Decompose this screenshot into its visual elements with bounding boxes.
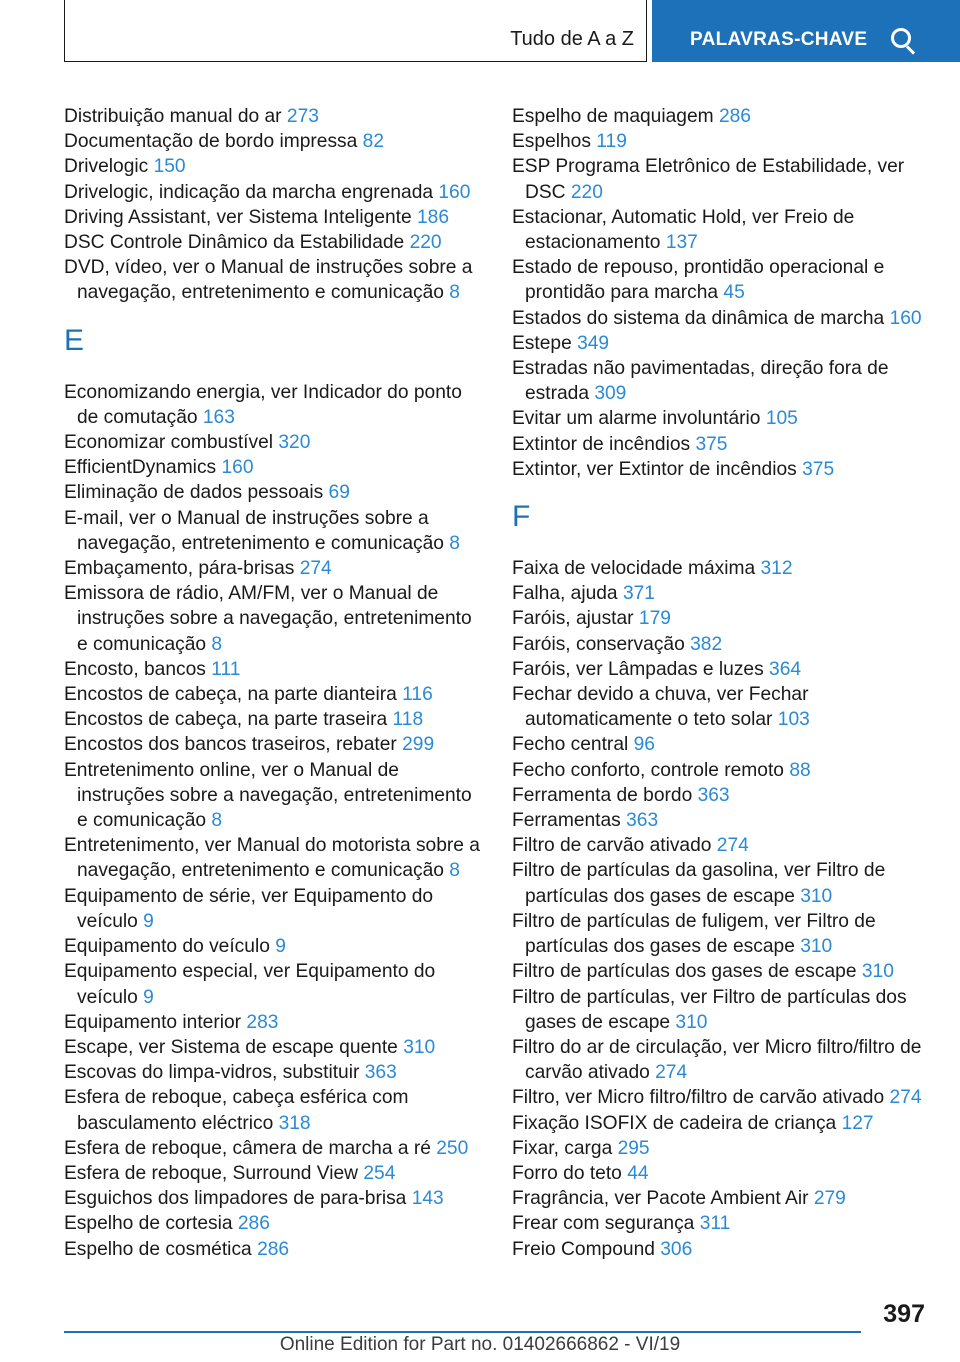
entry-page-link[interactable]: 363 [364, 1062, 397, 1084]
chapter-title: Tudo de A a Z [510, 28, 634, 50]
index-entry [64, 1136, 482, 1161]
entry-page-link[interactable]: 274 [299, 558, 332, 580]
index-entry [64, 1211, 482, 1236]
index-entry [64, 1010, 482, 1035]
index-entry [512, 783, 930, 808]
entry-page-link[interactable]: 310 [861, 961, 894, 983]
entry-text: Espelhos [512, 131, 591, 153]
entry-text: Eliminação de dados pessoais [64, 482, 324, 504]
entry-text: Filtro, ver Micro filtro/filtro de carvão ativado [512, 1087, 885, 1109]
entry-text: Filtro de partículas de fuligem, ver Filtro de partículas dos gases de escape [512, 910, 876, 958]
entry-text: Equipamento interior [64, 1011, 242, 1033]
index-entry [512, 833, 930, 858]
entry-page-link[interactable]: 279 [813, 1188, 846, 1210]
index-entry [64, 255, 482, 305]
entry-text: Evitar um alarme involuntário [512, 408, 761, 430]
index-entry [64, 732, 482, 757]
entry-page-link[interactable]: 306 [660, 1238, 693, 1260]
index-entry [512, 331, 930, 356]
index-entry [512, 581, 930, 606]
entry-text: Encosto, bancos [64, 658, 206, 680]
entry-page-link[interactable]: 375 [695, 433, 728, 455]
index-column-right [512, 104, 930, 1262]
entry-page-link[interactable]: 274 [716, 835, 749, 857]
index-entry [512, 1211, 930, 1236]
index-entry [512, 104, 930, 129]
index-entry [64, 506, 482, 556]
entry-page-link[interactable]: 312 [760, 558, 793, 580]
entry-page-link[interactable]: 69 [328, 482, 350, 504]
entry-page-link[interactable]: 349 [577, 332, 610, 354]
entry-page-link[interactable]: 295 [617, 1137, 650, 1159]
entry-text: Faróis, ajustar [512, 608, 634, 630]
entry-text: Espelho de cortesia [64, 1213, 233, 1235]
section-letter: F [512, 500, 531, 534]
entry-text: Espelho de cosmética [64, 1238, 252, 1260]
entry-page-link[interactable]: 364 [769, 658, 802, 680]
index-column-left [64, 104, 482, 1262]
entry-text: Filtro do ar de circulação, ver Micro filtro/filtro de carvão ativado [512, 1036, 922, 1084]
footer-edition: Online Edition for Part no. 01402666862 - VI/19 [279, 1334, 681, 1355]
entry-text: Filtro de partículas, ver Filtro de partículas dos gases de escape [512, 986, 907, 1033]
entry-page-link[interactable]: 45 [723, 282, 745, 304]
index-entry [512, 457, 930, 482]
entry-text: E-mail, ver o Manual de instruções sobre a navegação, entretenimento e comunicação [64, 507, 444, 554]
header-box [64, 0, 647, 62]
index-entry [512, 1085, 930, 1110]
index-entry [512, 1035, 930, 1085]
entry-text: DVD, vídeo, ver o Manual de instruções sobre a navegação, entretenimento e comunicação [64, 257, 473, 304]
entry-page-link[interactable]: 250 [436, 1137, 469, 1159]
keywords-label: PALAVRAS-CHAVE [690, 29, 868, 50]
entry-text: Esfera de reboque, Surround View [64, 1162, 359, 1184]
entry-text: EfficientDynamics [64, 457, 217, 479]
entry-page-link[interactable]: 160 [221, 457, 254, 479]
index-entry [512, 909, 930, 959]
index-entry [64, 230, 482, 255]
entry-page-link[interactable]: 96 [633, 734, 655, 756]
entry-page-link[interactable]: 254 [363, 1162, 396, 1184]
index-entry [64, 884, 482, 934]
index-entry [64, 657, 482, 682]
entry-page-link[interactable]: 318 [278, 1112, 311, 1134]
index-entry [512, 205, 930, 255]
index-entry [512, 632, 930, 657]
index-entry [512, 1111, 930, 1136]
index-entry [64, 1161, 482, 1186]
entry-text: Falha, ajuda [512, 583, 618, 605]
index-entry [64, 129, 482, 154]
index-entry [64, 1035, 482, 1060]
entry-page-link[interactable]: 116 [402, 684, 433, 706]
entry-page-link[interactable]: 309 [594, 383, 627, 405]
index-entry [64, 1060, 482, 1085]
entry-page-link[interactable]: 160 [438, 181, 471, 203]
entry-text: Embaçamento, pára-brisas [64, 558, 295, 580]
index-entry [512, 959, 930, 984]
index-entry [512, 556, 930, 581]
index-entry [512, 682, 930, 732]
entry-page-link[interactable]: 363 [697, 784, 730, 806]
index-entry [64, 934, 482, 959]
entry-text: Freio Compound [512, 1238, 655, 1260]
entry-text: Espelho de maquiagem [512, 106, 714, 127]
search-icon[interactable] [891, 28, 915, 52]
entry-text: Esguichos dos limpadores de para-brisa [64, 1188, 407, 1210]
entry-page-link[interactable]: 8 [211, 633, 223, 655]
index-entry [64, 556, 482, 581]
entry-page-link[interactable]: 179 [638, 608, 671, 630]
entry-text: Fixação ISOFIX de cadeira de criança [512, 1112, 837, 1134]
index-entry [512, 356, 930, 406]
entry-text: Frear com segurança [512, 1213, 695, 1235]
index-entry [512, 657, 930, 682]
index-entry [512, 732, 930, 757]
entry-text: Faróis, ver Lâmpadas e luzes [512, 658, 764, 680]
index-entry [64, 430, 482, 455]
entry-text: Filtro de partículas da gasolina, ver Filtro de partículas dos gases de escape [512, 860, 886, 907]
index-entry [512, 985, 930, 1035]
index-entry [64, 1237, 482, 1262]
entry-text: Escovas do limpa-vidros, substituir [64, 1062, 360, 1084]
entry-page-link[interactable]: 8 [449, 532, 460, 554]
entry-page-link[interactable]: 286 [257, 1238, 290, 1260]
entry-page-link[interactable]: 320 [278, 432, 311, 454]
entry-page-link[interactable]: 9 [143, 986, 154, 1008]
index-entry [512, 154, 930, 204]
entry-text: Equipamento de série, ver Equipamento do veículo [64, 885, 434, 932]
index-entry [512, 306, 930, 331]
entry-page-link[interactable]: 137 [665, 232, 698, 254]
entry-page-link[interactable]: 82 [362, 131, 384, 153]
index-entry [64, 833, 482, 883]
index-entry [64, 180, 482, 205]
entry-page-link[interactable]: 382 [690, 633, 723, 655]
entry-text: Encostos dos bancos traseiros, rebater [64, 734, 397, 756]
entry-page-link[interactable]: 9 [143, 910, 154, 932]
index-entry [64, 205, 482, 230]
entry-page-link[interactable]: 8 [449, 860, 460, 882]
entry-text: Estepe [512, 332, 572, 354]
entry-text: DSC Controle Dinâmico da Estabilidade [64, 232, 405, 254]
index-entry [512, 1161, 930, 1186]
entry-text: Entretenimento online, ver o Manual de instruções sobre a navegação, entretenimento e comunicação [64, 759, 472, 832]
entry-page-link[interactable]: 127 [841, 1112, 874, 1134]
entry-text: Equipamento especial, ver Equipamento do veículo [64, 961, 436, 1008]
index-entry [64, 455, 482, 480]
entry-page-link[interactable]: 286 [718, 106, 751, 127]
entry-text: Extintor, ver Extintor de incêndios [512, 458, 797, 480]
entry-text: Emissora de rádio, AM/FM, ver o Manual de instruções sobre a navegação, entretenimento e comunicação [64, 583, 472, 655]
entry-text: Estacionar, Automatic Hold, ver Freio de estacionamento [512, 206, 855, 254]
index-entry [512, 758, 930, 783]
entry-text: Driving Assistant, ver Sistema Inteligente [64, 206, 412, 228]
entry-page-link[interactable]: 274 [655, 1062, 688, 1084]
entry-page-link[interactable]: 103 [777, 709, 810, 731]
entry-page-link[interactable]: 160 [889, 307, 922, 329]
entry-text: Fecho conforto, controle remoto [512, 759, 784, 781]
index-entry [512, 432, 930, 457]
entry-page-link[interactable]: 283 [246, 1011, 279, 1033]
entry-page-link[interactable]: 150 [153, 156, 186, 178]
entry-text: Filtro de carvão ativado [512, 835, 712, 857]
entry-text: Estados do sistema da dinâmica de marcha [512, 307, 885, 329]
entry-text: Drivelogic, indicação da marcha engrenada [64, 181, 434, 203]
entry-page-link[interactable]: 8 [211, 810, 223, 832]
index-entry [64, 758, 482, 834]
index-entry [64, 104, 482, 129]
entry-page-link[interactable]: 299 [402, 734, 435, 756]
entry-page-link[interactable]: 186 [417, 206, 450, 228]
footer-divider [64, 1331, 861, 1333]
entry-text: Fixar, carga [512, 1137, 613, 1159]
entry-page-link[interactable]: 310 [403, 1036, 436, 1058]
entry-page-link[interactable]: 163 [202, 406, 235, 428]
entry-text: Encostos de cabeça, na parte dianteira [64, 684, 397, 706]
page-number: 397 [883, 1300, 925, 1328]
entry-page-link[interactable]: 119 [596, 131, 627, 153]
index-entry [512, 129, 930, 154]
entry-page-link[interactable]: 220 [409, 232, 442, 254]
entry-page-link[interactable]: 310 [800, 885, 833, 907]
entry-text: Equipamento do veículo [64, 936, 270, 958]
entry-text: ESP Programa Eletrônico de Estabilidade, ver DSC [512, 156, 905, 203]
entry-text: Encostos de cabeça, na parte traseira [64, 709, 388, 731]
entry-page-link[interactable]: 286 [237, 1213, 270, 1235]
entry-page-link[interactable]: 274 [889, 1087, 922, 1109]
entry-page-link[interactable]: 118 [392, 709, 424, 731]
entry-text: Filtro de partículas dos gases de escape [512, 961, 857, 983]
index-entry [512, 1237, 930, 1262]
index-entry [512, 1136, 930, 1161]
index-entry [64, 1186, 482, 1211]
entry-page-link[interactable]: 310 [800, 936, 833, 958]
index-entry [64, 480, 482, 505]
entry-text: Entretenimento, ver Manual do motorista sobre a navegação, entretenimento e comunicação [64, 835, 480, 882]
index-entry [64, 380, 482, 430]
entry-text: Economizando energia, ver Indicador do ponto de comutação [64, 381, 462, 428]
index-entry [64, 154, 482, 179]
entry-text: Estado de repouso, prontidão operacional e prontidão para marcha [512, 257, 885, 304]
entry-page-link[interactable]: 88 [789, 759, 811, 781]
entry-text: Escape, ver Sistema de escape quente [64, 1036, 398, 1058]
entry-text: Drivelogic [64, 156, 149, 178]
entry-text: Fechar devido a chuva, ver Fechar automaticamente o teto solar [512, 684, 809, 731]
entry-text: Esfera de reboque, cabeça esférica com basculamento eléctrico [64, 1087, 409, 1134]
entry-text: Faróis, conservação [512, 633, 685, 655]
entry-text: Documentação de bordo impressa [64, 131, 358, 153]
entry-page-link[interactable]: 44 [627, 1162, 649, 1184]
entry-page-link[interactable]: 143 [411, 1188, 444, 1210]
entry-page-link[interactable]: 310 [675, 1011, 708, 1033]
entry-page-link[interactable]: 9 [275, 936, 286, 958]
entry-text: Fragrância, ver Pacote Ambient Air [512, 1188, 809, 1210]
index-entry [64, 682, 482, 707]
entry-page-link[interactable]: 371 [622, 583, 655, 605]
index-entry [512, 1186, 930, 1211]
entry-page-link[interactable]: 220 [570, 181, 603, 203]
entry-text: Ferramenta de bordo [512, 784, 693, 806]
entry-page-link[interactable]: 8 [449, 282, 460, 304]
entry-page-link[interactable]: 363 [626, 810, 659, 832]
entry-text: Forro do teto [512, 1162, 622, 1184]
index-entry [512, 606, 930, 631]
index-entry [512, 255, 930, 305]
entry-page-link[interactable]: 273 [286, 106, 319, 127]
index-entry [64, 581, 482, 657]
index-entry [64, 1085, 482, 1135]
entry-text: Economizar combustível [64, 432, 274, 454]
entry-text: Estradas não pavimentadas, direção fora de estrada [512, 358, 889, 405]
entry-text: Fecho central [512, 734, 629, 756]
entry-text: Esfera de reboque, câmera de marcha a ré [64, 1137, 431, 1159]
index-entry [512, 406, 930, 431]
section-letter: E [64, 323, 85, 357]
entry-text: Distribuição manual do ar [64, 106, 282, 127]
entry-page-link[interactable]: 375 [802, 458, 835, 480]
index-entry [64, 707, 482, 732]
entry-text: Extintor de incêndios [512, 433, 691, 455]
entry-page-link[interactable]: 311 [699, 1213, 731, 1235]
keywords-tab[interactable] [652, 0, 960, 62]
index-entry [512, 858, 930, 908]
entry-text: Ferramentas [512, 810, 621, 832]
index-entry [512, 808, 930, 833]
index-entry [64, 959, 482, 1009]
entry-page-link[interactable]: 111 [211, 658, 241, 680]
entry-page-link[interactable]: 105 [765, 408, 798, 430]
entry-text: Faixa de velocidade máxima [512, 558, 756, 580]
